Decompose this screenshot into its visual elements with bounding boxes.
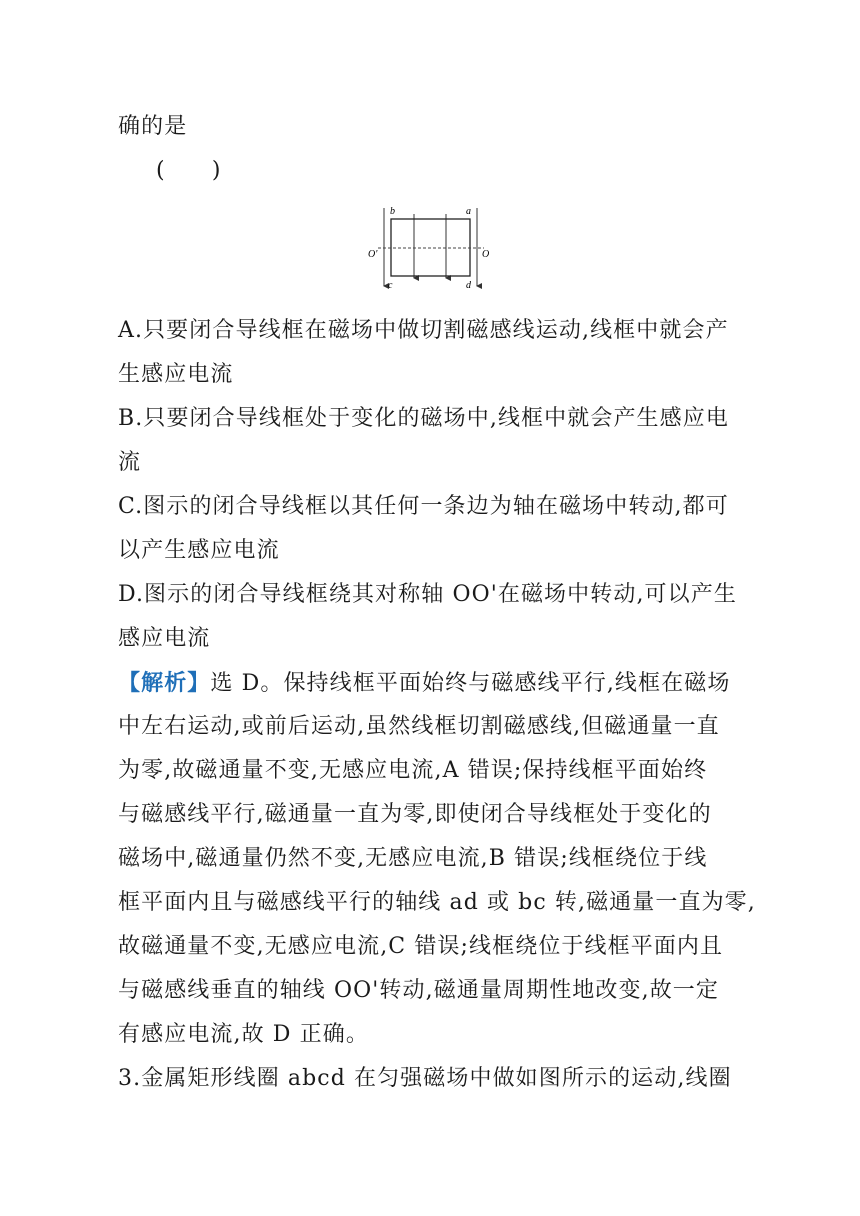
option-c-line1: C.图示的闭合导线框以其任何一条边为轴在磁场中转动,都可 (118, 494, 729, 519)
label-d: d (466, 280, 471, 291)
analysis-line-7: 故磁通量不变,无感应电流,C 错误;线框绕位于线框平面内且 (118, 934, 724, 959)
analysis-line-6: 框平面内且与磁感线平行的轴线 ad 或 bc 转,磁通量一直为零, (118, 890, 756, 915)
option-d-line1: D.图示的闭合导线框绕其对称轴 OO'在磁场中转动,可以产生 (118, 582, 737, 607)
option-c-line2: 以产生感应电流 (118, 538, 280, 563)
analysis-tag: 【解析】 (118, 670, 211, 696)
label-c: c (388, 280, 393, 291)
analysis-text-1: 选 D。保持线框平面始终与磁感线平行,线框在磁场 (210, 671, 731, 696)
question-stem-tail: 确的是 (118, 114, 188, 139)
option-a-line1: A.只要闭合导线框在磁场中做切割磁感线运动,线框中就会产 (118, 318, 729, 343)
option-a-line2: 生感应电流 (118, 362, 234, 387)
analysis-line-5: 磁场中,磁通量仍然不变,无感应电流,B 错误;线框绕位于线 (118, 846, 708, 871)
analysis-line-9: 有感应电流,故 D 正确。 (118, 1022, 369, 1047)
label-o: O (482, 249, 490, 260)
option-d-line2: 感应电流 (118, 626, 211, 651)
analysis-line-3: 为零,故磁通量不变,无感应电流,A 错误;保持线框平面始终 (118, 758, 708, 783)
analysis-line-8: 与磁感线垂直的轴线 OO'转动,磁通量周期性地改变,故一定 (118, 978, 720, 1003)
option-b-line2: 流 (118, 450, 142, 475)
analysis-line-1 (118, 668, 748, 699)
label-b: b (390, 206, 395, 217)
analysis-line-4: 与磁感线平行,磁通量一直为零,即使闭合导线框处于变化的 (118, 802, 712, 827)
coil-figure (366, 204, 496, 292)
option-b-line1: B.只要闭合导线框处于变化的磁场中,线框中就会产生感应电 (118, 406, 729, 431)
label-a: a (466, 206, 471, 217)
coil-diagram (366, 204, 496, 292)
question-3-line1: 3.金属矩形线圈 abcd 在匀强磁场中做如图所示的运动,线圈 (118, 1066, 732, 1091)
answer-blank: ( ) (156, 158, 222, 183)
analysis-line-2: 中左右运动,或前后运动,虽然线框切割磁感线,但磁通量一直 (118, 714, 720, 739)
label-o-prime: O' (368, 249, 378, 260)
